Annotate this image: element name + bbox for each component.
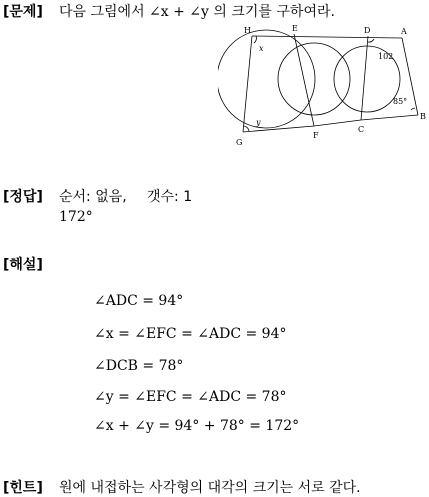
point-a: A	[401, 27, 407, 36]
point-d: D	[364, 26, 371, 35]
solution-label: [해설]	[3, 257, 43, 273]
problem-text	[59, 1, 335, 21]
hint-label: [힌트]	[3, 480, 43, 496]
answer-count: 갯수: 1	[147, 189, 193, 205]
problem-text-prefix: 다음 그림에서	[59, 4, 150, 20]
angle-label-x: x	[259, 44, 264, 53]
problem-expression: ∠x + ∠y	[149, 4, 209, 20]
line-hg	[243, 36, 252, 132]
point-h: H	[244, 26, 251, 35]
angle-label-102: 102	[378, 52, 394, 61]
geometry-figure	[218, 22, 429, 146]
line-ha	[252, 36, 402, 38]
angle-label-y: y	[256, 118, 261, 127]
hint-text: 원에 내접하는 사각형의 대각의 크기는 서로 같다.	[59, 480, 361, 496]
answer-value: 172°	[59, 209, 93, 225]
circle-middle	[278, 43, 350, 115]
line-dc	[361, 36, 368, 120]
line-fc	[314, 120, 361, 126]
angle-arc-y	[244, 126, 249, 131]
angle-arc-x	[254, 36, 256, 43]
answer-order: 순서: 없음,	[59, 189, 127, 205]
problem-label: [문제]	[3, 4, 43, 20]
solution-line-3: ∠DCB = 78°	[94, 358, 184, 374]
angle-arc-102	[368, 39, 374, 42]
point-c: C	[358, 125, 365, 134]
point-g: G	[236, 138, 243, 146]
line-cb	[361, 115, 418, 120]
solution-line-5: ∠x + ∠y = 94° + 78° = 172°	[94, 418, 300, 434]
point-e: E	[292, 24, 298, 33]
solution-line-2: ∠x = ∠EFC = ∠ADC = 94°	[94, 326, 287, 342]
answer-label: [정답]	[3, 189, 43, 205]
point-b: B	[420, 112, 426, 121]
problem-text-suffix: 의 크기를 구하여라.	[208, 4, 335, 20]
line-gf	[243, 126, 314, 132]
point-f: F	[313, 131, 319, 140]
circle-left	[218, 30, 315, 128]
solution-line-1: ∠ADC = 94°	[94, 293, 184, 309]
angle-arc-85	[411, 108, 415, 110]
solution-line-4: ∠y = ∠EFC = ∠ADC = 78°	[94, 389, 287, 405]
angle-label-85: 85°	[393, 97, 408, 106]
